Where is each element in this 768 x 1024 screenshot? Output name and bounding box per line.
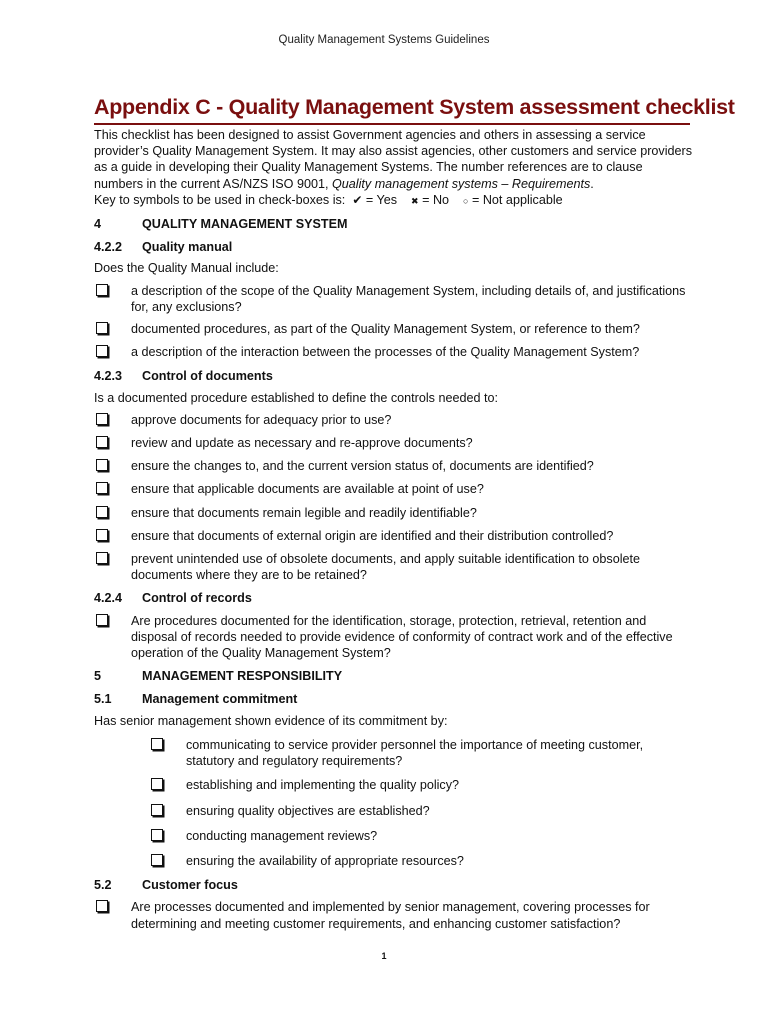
checklist-item: ensure that documents of external origin are identified and their distribution controlled? [94,528,694,545]
question-lead: Has senior management shown evidence of its commitment by: [94,713,448,728]
checkbox[interactable] [94,613,131,662]
checkbox[interactable] [94,412,131,429]
checklist-item: conducting management reviews? [94,828,694,845]
checkbox[interactable] [149,853,186,870]
checklist-item: ensuring the availability of appropriate resources? [94,853,694,870]
checkbox[interactable] [94,321,131,338]
subsection-heading: 5.1 Management commitment [94,692,298,707]
checkbox[interactable] [149,737,186,769]
section-heading: 5 MANAGEMENT RESPONSIBILITY [94,669,343,684]
checklist-item: a description of the scope of the Quality Management System, including details of, and justifications for, any exclusions? [94,283,694,315]
checklist-item: ensure the changes to, and the current version status of, documents are identified? [94,458,694,475]
checkbox[interactable] [149,803,186,820]
checklist-content [94,127,694,932]
checkbox[interactable] [94,481,131,498]
standard-title: Quality management systems – Requirements [332,176,591,191]
checklist-item: a description of the interaction between the processes of the Quality Management System? [94,344,694,361]
subsection-heading: 4.2.3 Control of documents [94,369,273,384]
checklist-item: ensuring quality objectives are established? [94,803,694,820]
checkbox[interactable] [94,458,131,475]
symbol-key: Key to symbols to be used in check-boxes is: ✔ = Yes ✖ = No ○ = Not applicable [94,192,563,207]
checkbox[interactable] [149,777,186,794]
checklist-item: ensure that applicable documents are available at point of use? [94,481,694,498]
subsection-heading: 4.2.2 Quality manual [94,240,233,255]
checkbox[interactable] [94,344,131,361]
page-number: 1 [381,951,387,961]
checkbox[interactable] [94,551,131,583]
subsection-heading: 5.2 Customer focus [94,878,238,893]
checklist-item: communicating to service provider personnel the importance of meeting customer, statutory and regulatory requirements? [94,737,694,769]
checklist-item: documented procedures, as part of the Quality Management System, or reference to them? [94,321,694,338]
checklist-item: Are processes documented and implemented by senior management, covering processes for determining and meeting customer requirements, and enhancing customer satisfaction? [94,899,694,931]
checklist-item: establishing and implementing the quality policy? [94,777,694,794]
question-lead: Does the Quality Manual include: [94,261,279,276]
page-title: Appendix C - Quality Management System assessment checklist [94,95,690,125]
checkbox[interactable] [94,435,131,452]
checklist-item: prevent unintended use of obsolete documents, and apply suitable identification to obsolete documents where they are to be retained? [94,551,694,583]
checklist-item: ensure that documents remain legible and readily identifiable? [94,505,694,522]
intro-paragraph: This checklist has been designed to assist Government agencies and others in assessing a service provider’s Quality Management System. It may also assist agencies, other customers and service providers as a guide in developing their Quality Management Systems. The number references are to clause numbers in the current AS/NZS ISO 9001, Quality management systems – Requirements. Key to symbols to be used in check-boxes is: ✔ = Yes ✖ = No ○ = Not applicable [94,127,694,209]
checkbox[interactable] [149,828,186,845]
intro-text: This checklist has been designed to assist Government agencies and others in assessing a service provider’s Quality Management System. It may also assist agencies, other customers and service providers as a guide in developing their Quality Management Systems. The number references are to clause numbers in the current AS/NZS ISO 9001, [94,128,692,191]
checklist-item: review and update as necessary and re-approve documents? [94,435,694,452]
checkbox[interactable] [94,505,131,522]
subsection-heading: 4.2.4 Control of records [94,591,252,606]
checklist-item: approve documents for adequacy prior to use? [94,412,694,429]
checkbox[interactable] [94,283,131,315]
check-icon: ✔ [352,192,363,207]
running-header: Quality Management Systems Guidelines [278,34,490,46]
checkbox[interactable] [94,528,131,545]
cross-icon: ✖ [411,195,419,206]
question-lead: Is a documented procedure established to define the controls needed to: [94,390,498,405]
circle-icon: ○ [463,195,469,206]
section-heading: 4 QUALITY MANAGEMENT SYSTEM [94,217,348,232]
checkbox[interactable] [94,899,131,931]
checklist-item: Are procedures documented for the identification, storage, protection, retrieval, retention and disposal of records needed to provide evidence of conformity of contract work and of the effective operation of the Quality Management System? [94,613,694,662]
